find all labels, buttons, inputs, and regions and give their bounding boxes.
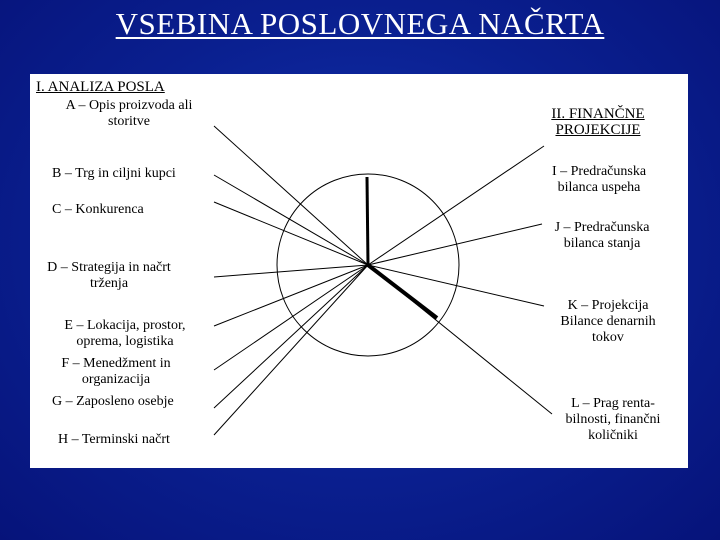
leader-line-j bbox=[368, 224, 542, 265]
left-item-e: E – Lokacija, prostor, oprema, logistika bbox=[64, 318, 186, 349]
right-item-i: I – Predračunska bilanca uspeha bbox=[551, 164, 647, 195]
leader-line-g bbox=[214, 265, 368, 408]
leader-line-b bbox=[214, 175, 368, 265]
leader-line-c bbox=[214, 202, 368, 265]
clock-hand-short bbox=[367, 177, 368, 265]
leader-line-a bbox=[214, 126, 368, 265]
right-item-l: L – Prag renta- bilnosti, finančni količniki bbox=[565, 396, 661, 443]
right-item-j: J – Predračunska bilanca stanja bbox=[554, 220, 650, 251]
leader-line-d bbox=[214, 265, 368, 277]
left-item-f: F – Menedžment in organizacija bbox=[61, 356, 171, 387]
leader-line-f bbox=[214, 265, 368, 370]
leader-line-i bbox=[368, 146, 544, 265]
right-heading: II. FINANČNE PROJEKCIJE bbox=[551, 106, 645, 138]
left-item-c: C – Konkurenca bbox=[52, 202, 144, 217]
leader-line-h bbox=[214, 265, 368, 435]
left-item-h: H – Terminski načrt bbox=[58, 432, 170, 447]
left-item-g: G – Zaposleno osebje bbox=[52, 394, 174, 409]
left-heading: I. ANALIZA POSLA bbox=[36, 79, 165, 95]
right-item-k: K – Projekcija Bilance denarnih tokov bbox=[560, 298, 656, 345]
page-title: VSEBINA POSLOVNEGA NAČRTA bbox=[115, 6, 605, 41]
left-item-a: A – Opis proizvoda ali storitve bbox=[65, 98, 193, 129]
left-item-d: D – Strategija in načrt trženja bbox=[47, 260, 171, 291]
diagram-panel bbox=[30, 74, 688, 468]
leader-line-e bbox=[214, 265, 368, 326]
left-item-b: B – Trg in ciljni kupci bbox=[52, 166, 176, 181]
